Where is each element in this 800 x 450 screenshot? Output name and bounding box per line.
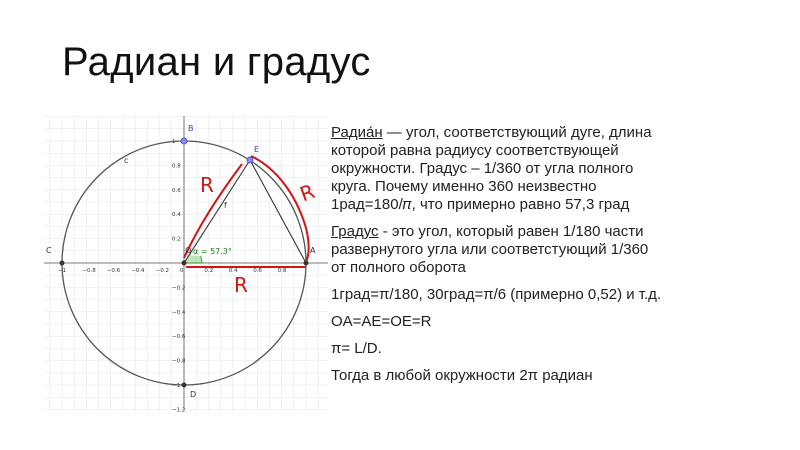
x-tick-label: −0.8 (82, 268, 96, 274)
term-underlined: Радиа́н (331, 124, 383, 141)
text-line: от полного оборота (331, 259, 466, 276)
x-tick-label: 0 (180, 268, 184, 274)
x-tick-label: −0.6 (106, 268, 121, 274)
red-arc-ae (251, 156, 309, 262)
point-a (304, 261, 309, 266)
x-tick-labels (58, 268, 287, 274)
x-tick-label: 0.2 (204, 268, 214, 274)
x-tick-label: −0.4 (131, 268, 145, 274)
handwritten-r-left: R (200, 173, 214, 197)
point-c (60, 261, 65, 266)
slide-text-body (331, 124, 771, 394)
point-b-label: B (188, 124, 194, 133)
text-line: π= L/D. (331, 340, 382, 357)
point-d (182, 383, 187, 388)
x-tick-label: −0.2 (155, 268, 169, 274)
x-tick-label: 0.6 (253, 268, 262, 274)
text-line: 1град=π/180, 30град=π/6 (примерно 0,52) и т.д. (331, 286, 662, 303)
point-d-label: D (190, 390, 197, 399)
text-paragraph (331, 313, 771, 331)
term-underlined: Градус (331, 223, 379, 240)
point-e (247, 157, 253, 163)
text-paragraph (331, 124, 771, 214)
text-line: Тогда в любой окружности 2π радиан (331, 367, 593, 384)
point-a-label: A (310, 246, 316, 255)
y-tick-label: 0.2 (172, 236, 181, 243)
text-line: которой равна радиусу соответствующей (331, 142, 619, 159)
handwritten-r-right: R (296, 178, 318, 207)
point-o (182, 261, 187, 266)
y-tick-label: 1 (172, 139, 176, 145)
y-tick-label: −0.2 (172, 285, 186, 292)
text-paragraph (331, 286, 771, 304)
y-tick-label: −0.6 (172, 334, 186, 341)
text-line: круга. Почему именно 360 неизвестно (331, 178, 597, 195)
text-paragraph (331, 340, 771, 358)
text-line: окружности. Градус – 1/360 от угла полного (331, 160, 634, 177)
point-c-label: C (46, 246, 52, 255)
point-e-label: E (254, 145, 260, 154)
term-definition: — угол, соответствующий дуге, длина (382, 124, 652, 141)
point-b (181, 138, 187, 144)
slide-title: Радиан и градус (62, 40, 371, 84)
text-line (331, 223, 771, 241)
text-paragraph (331, 367, 771, 385)
unit-circle-svg (44, 116, 328, 414)
text-line: 1рад=180/𝜋, что примерно равно 57,3 град (331, 196, 630, 213)
text-line: OA=AE=OE=R (331, 313, 432, 330)
y-tick-label: 0.8 (172, 163, 181, 170)
unit-circle-figure (44, 116, 328, 414)
segment-label: f (224, 201, 227, 210)
x-tick-label: −1 (58, 268, 67, 274)
circle-label: c (124, 156, 129, 165)
x-tick-label: 0.4 (228, 268, 238, 274)
y-tick-label: −1.2 (172, 407, 186, 414)
handwritten-r-bottom: R (234, 273, 248, 297)
text-line: развернутого угла или соответстующий 1/360 (331, 241, 649, 258)
y-tick-label: 0.4 (172, 212, 181, 219)
term-definition: - это угол, который равен 1/180 части (378, 223, 644, 240)
text-line (331, 124, 771, 142)
y-tick-label: 0.6 (172, 187, 181, 194)
y-tick-label: −0.8 (172, 358, 186, 365)
point-o-label: O (185, 246, 192, 255)
x-tick-label: 0.8 (277, 268, 287, 274)
text-paragraph (331, 223, 771, 277)
y-tick-label: −1 (172, 383, 181, 389)
angle-label: α = 57.3° (193, 247, 232, 256)
y-tick-label: −0.4 (172, 309, 186, 316)
